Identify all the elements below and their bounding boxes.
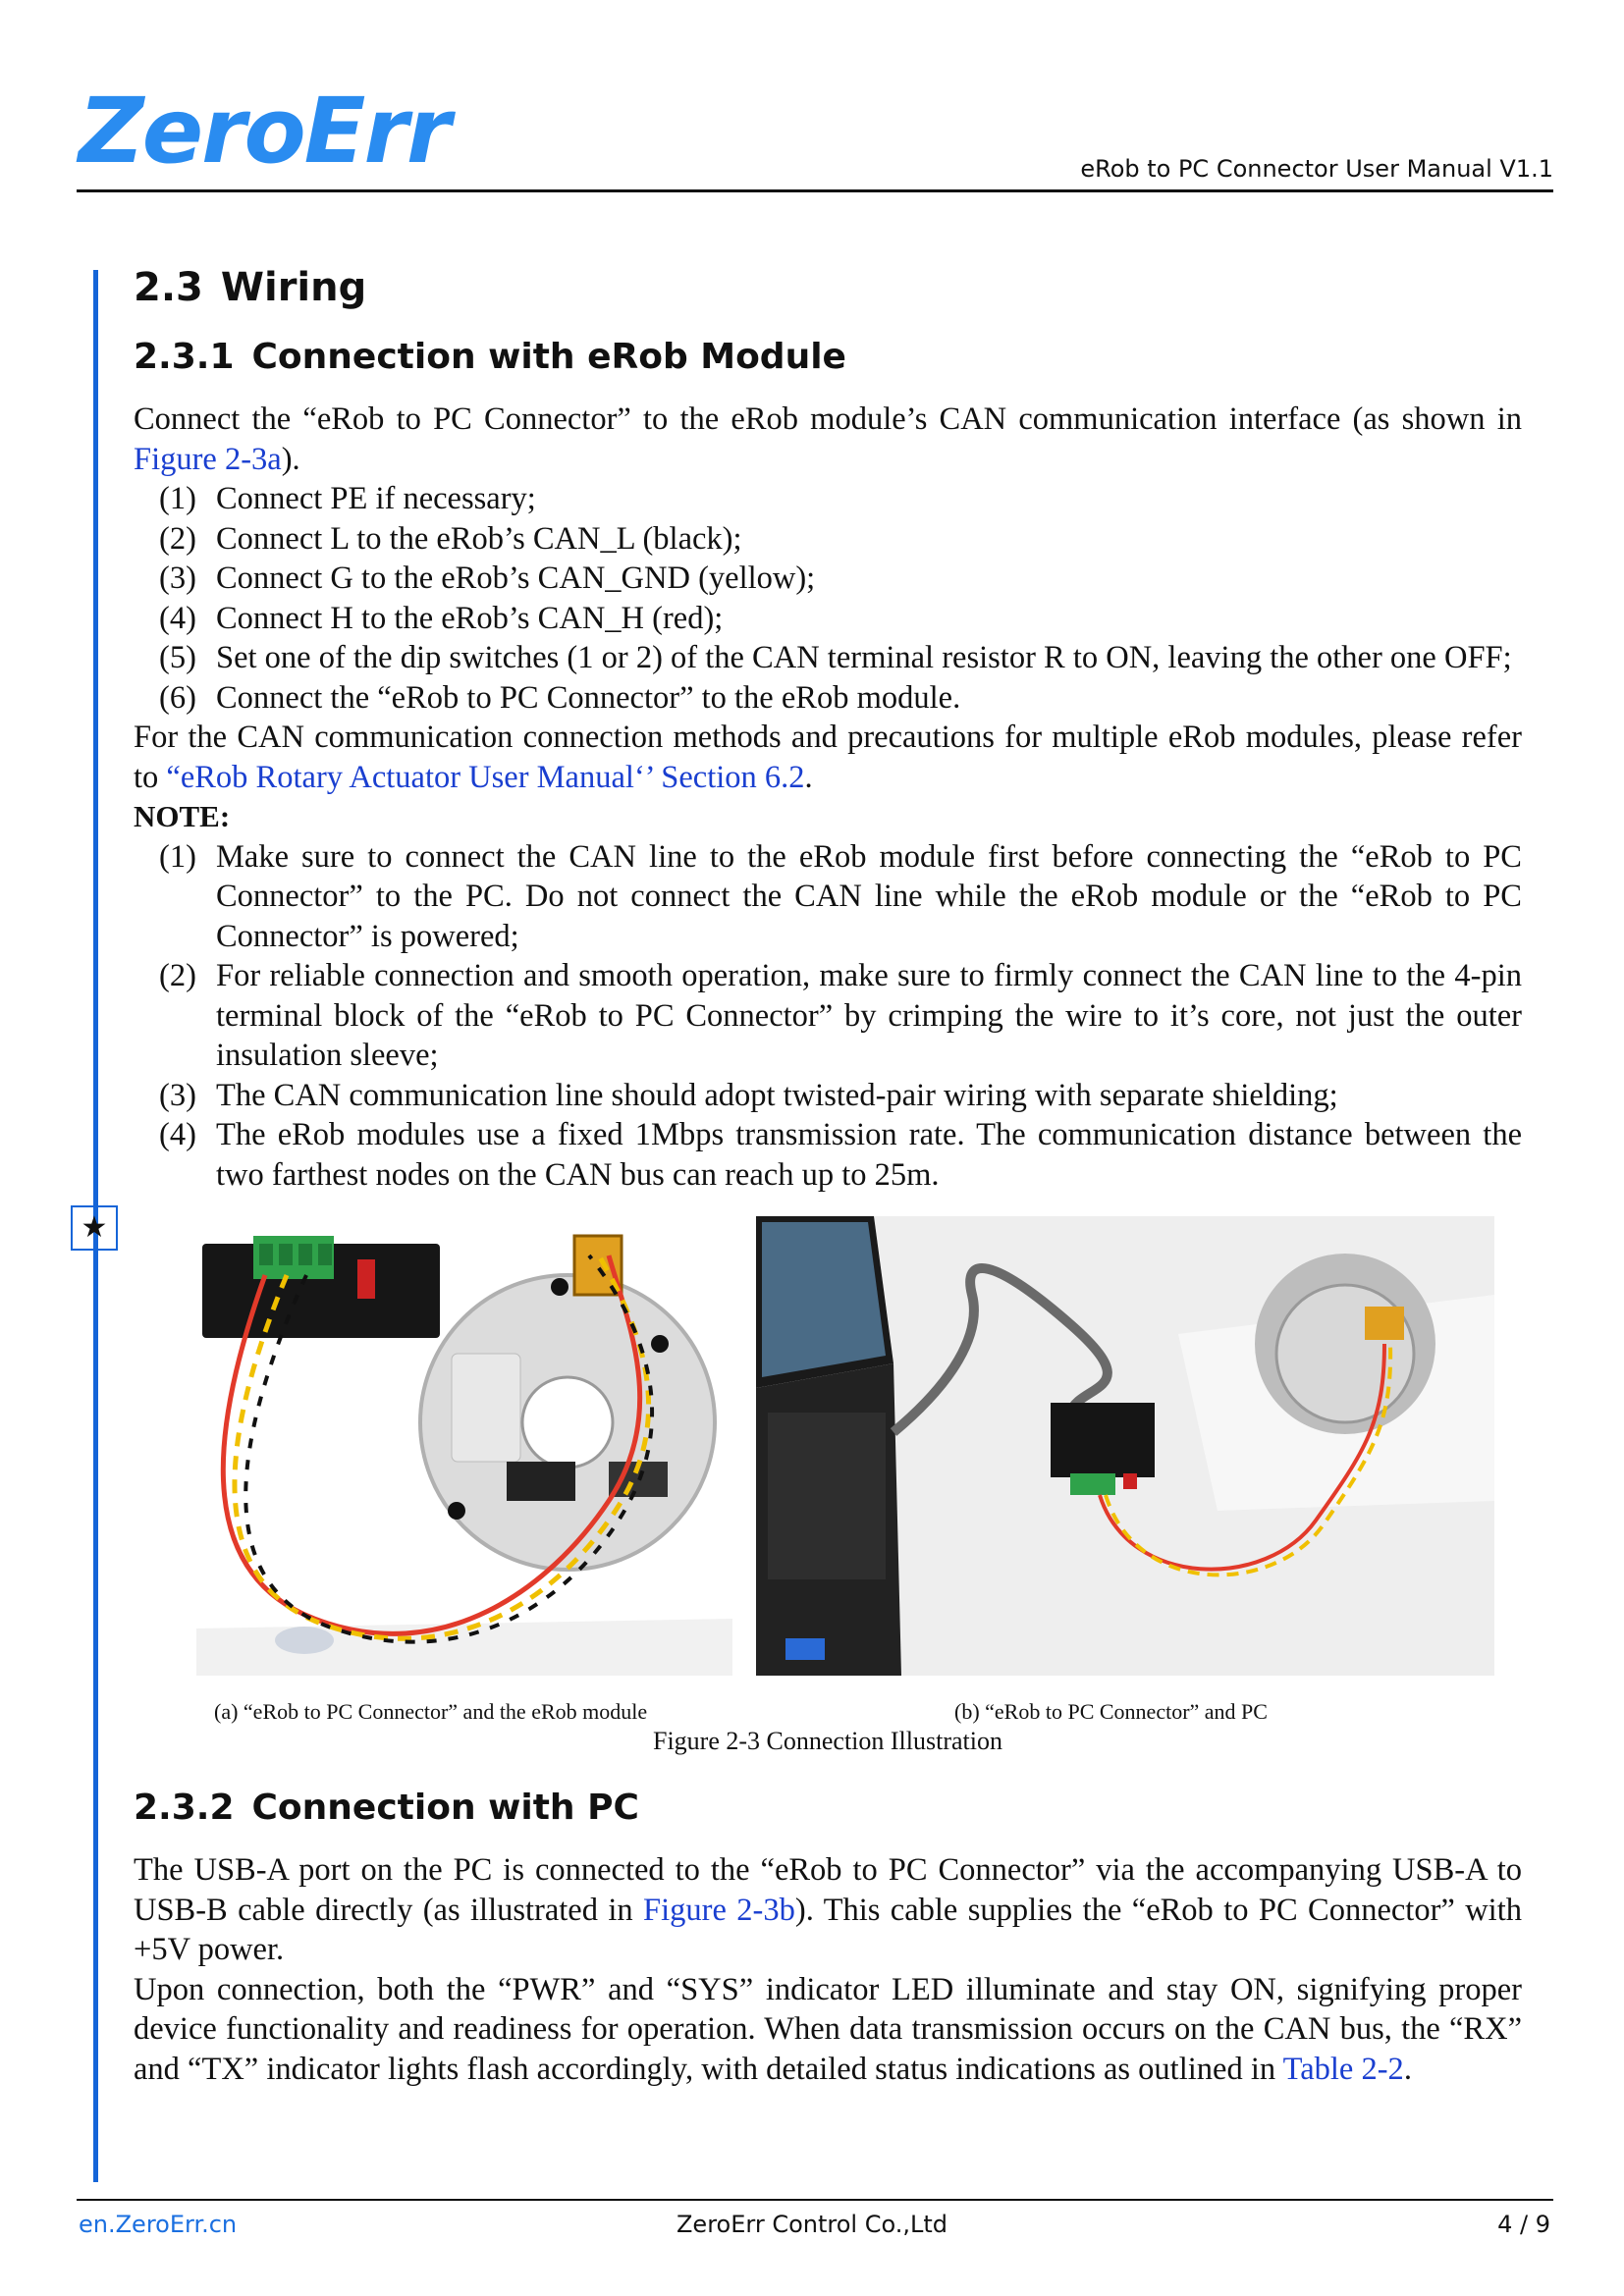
figure-caption-a: (a) “eRob to PC Connector” and the eRob module [214,1699,648,1724]
pc-connection-paragraph [134,1850,1522,1970]
list-marker: (1) [159,838,196,875]
page-content [134,260,1522,2089]
list-marker: (5) [159,640,196,675]
subsection-number: 2.3.2 [134,1788,235,1828]
footer-rule [77,2199,1553,2201]
list-marker: (4) [159,600,196,636]
zeroerr-logo: ZeroErr [79,79,450,184]
wiring-steps-list [134,479,1522,718]
p2-end: . [1403,2051,1412,2087]
list-text: Connect L to the eRob’s CAN_L (black); [216,520,742,557]
subsection-heading-2 [134,1784,1522,1833]
list-item [134,519,1522,560]
list-item [134,638,1522,678]
subsection-number: 2.3.1 [134,337,235,377]
list-marker: (6) [159,679,196,716]
list-text: Connect G to the eRob’s CAN_GND (yellow); [216,561,816,596]
erob-manual-link[interactable]: “eRob Rotary Actuator User Manual‘’ Section 6.2 [166,759,805,795]
list-marker: (4) [159,1117,196,1152]
section-heading [134,260,1522,315]
star-icon: ★ [71,1205,118,1251]
section-number: 2.3 [134,265,203,310]
subsection-title: Connection with PC [251,1788,639,1828]
list-item [134,599,1522,639]
list-text: Connect PE if necessary; [216,481,536,516]
subsection-heading-1 [134,333,1522,382]
figure-2-3a-link[interactable]: Figure 2-3a [134,441,282,477]
list-marker: (2) [159,520,196,557]
figure-2-3b-link[interactable]: Figure 2-3b [643,1892,795,1928]
list-item [134,479,1522,519]
section-title: Wiring [220,265,367,310]
table-2-2-link[interactable]: Table 2-2 [1282,2051,1404,2087]
header-title: eRob to PC Connector User Manual V1.1 [1080,155,1553,183]
footer-website-link[interactable]: en.ZeroErr.cn [79,2211,238,2238]
list-text: The eRob modules use a fixed 1Mbps transmission rate. The communication distance between the two farthest nodes on the CAN bus can reach up to 25m. [216,1117,1522,1193]
figure-caption: Figure 2-3 Connection Illustration [652,1727,1002,1755]
multi-text: For the CAN communication connection methods and precautions for multiple eRob modules, please refer to [134,720,1522,795]
list-item [134,956,1522,1076]
footer-company: ZeroErr Control Co.,Ltd [676,2211,947,2238]
header-rule [77,189,1553,192]
list-item [134,1076,1522,1116]
multi-end: . [804,759,813,795]
list-marker: (2) [159,958,196,993]
list-marker: (3) [159,1077,196,1113]
photo-connector-and-erob-module [196,1216,732,1676]
indicator-paragraph [134,1970,1522,2090]
figure-captions [134,1699,1522,1758]
photo-connector-and-pc [756,1216,1494,1676]
list-item [134,678,1522,719]
list-marker: (1) [159,481,196,516]
list-text: The CAN communication line should adopt twisted-pair wiring with separate shielding; [216,1077,1338,1113]
notes-list [134,837,1522,1196]
list-text: For reliable connection and smooth operation, make sure to firmly connect the CAN line to the 4-pin terminal block of the “eRob to PC Connector” by crimping the wire to it’s core, not just the outer insulation sleeve; [216,958,1522,1073]
figure-2-3 [134,1216,1522,1687]
list-text: Connect H to the eRob’s CAN_H (red); [216,600,724,636]
list-text: Connect the “eRob to PC Connector” to the eRob module. [216,679,961,716]
intro-paragraph [134,400,1522,479]
multi-module-paragraph [134,718,1522,797]
intro-end: ). [281,441,300,477]
p1-text: The USB-A port on the PC is connected to the “eRob to PC Connector” via the accompanying USB-A to USB-B cable directly (as illustrated in [134,1852,1522,1928]
note-label: NOTE: [134,799,231,833]
subsection-title: Connection with eRob Module [251,337,846,377]
figure-caption-b: (b) “eRob to PC Connector” and PC [954,1699,1268,1724]
list-text: Set one of the dip switches (1 or 2) of the CAN terminal resistor R to ON, leaving the other one OFF; [216,640,1512,675]
list-text: Make sure to connect the CAN line to the eRob module first before connecting the “eRob to PC Connector” to the PC. Do not connect the CAN line while the eRob module or the “eRob to PC Connector” is powered; [216,838,1522,954]
footer-page-number: 4 / 9 [1497,2211,1550,2238]
p2-text: Upon connection, both the “PWR” and “SYS” indicator LED illuminate and stay ON, signifying proper device functionality and readiness for operation. When data transmission occurs on the CAN bus, the “RX” and “TX” indicator lights flash accordingly, with detailed status indications as outlined in [134,1971,1522,2087]
intro-text: Connect the “eRob to PC Connector” to the eRob module’s CAN communication interface (as shown in [134,401,1522,437]
list-item [134,559,1522,599]
list-item [134,1115,1522,1195]
list-item [134,837,1522,957]
list-marker: (3) [159,561,196,596]
p1-end: ). This cable supplies the “eRob to PC Connector” with +5V power. [134,1892,1522,1967]
